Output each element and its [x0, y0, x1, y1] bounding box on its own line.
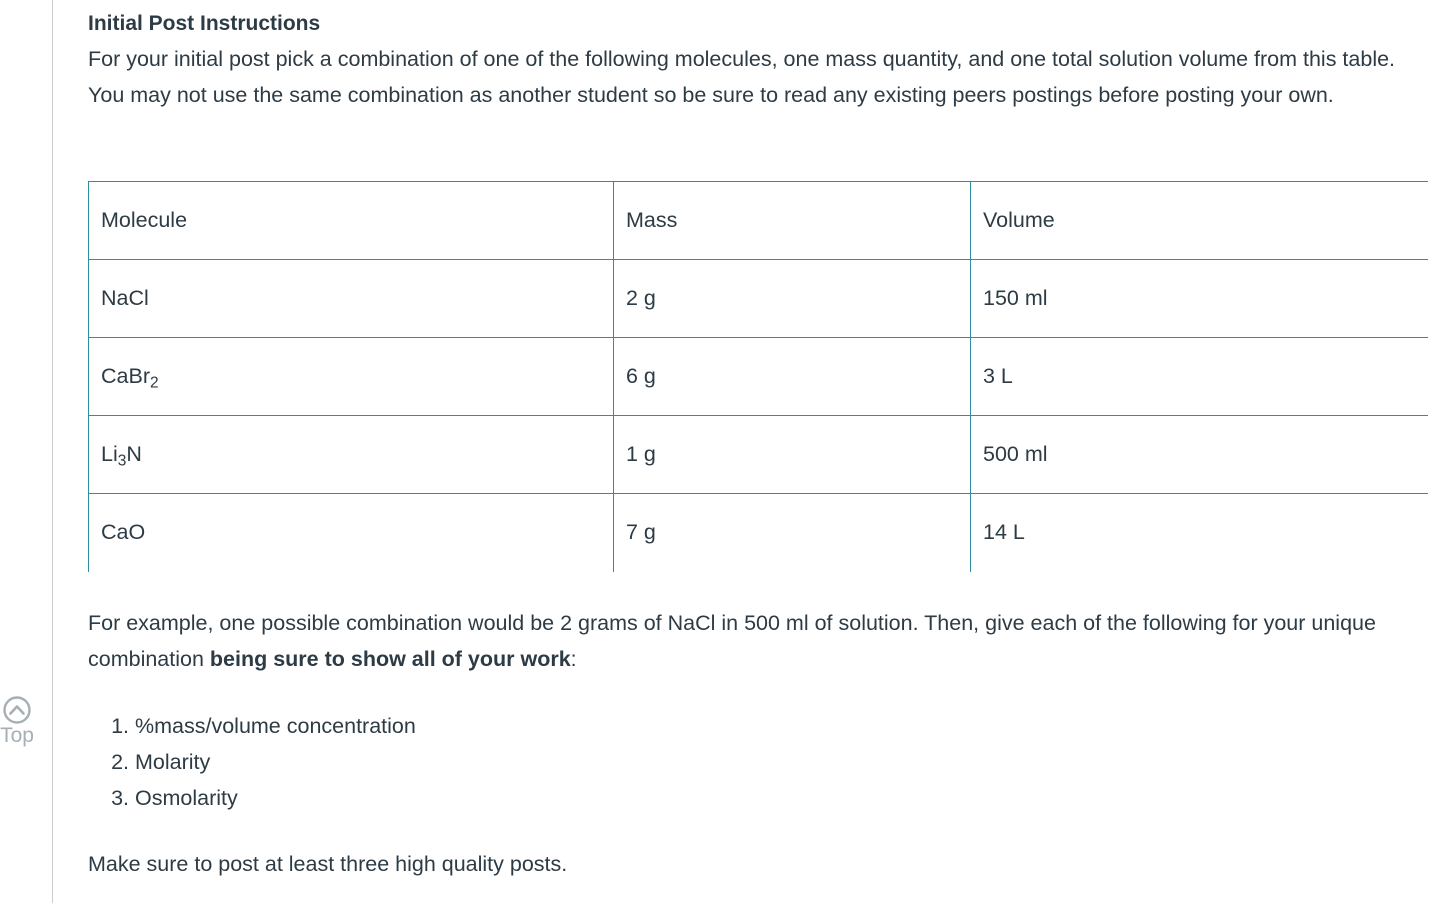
molecule-subscript: 2 [149, 374, 159, 392]
instructions-intro: For your initial post pick a combination of one of the following molecules, one mass quantity, and one total solution volume from this table. You may not use the same combination as another student so be sure to read any existing peers postings before posting your own. [88, 47, 1396, 107]
header-cell-molecule: Molecule [89, 182, 614, 260]
left-rail [0, 0, 53, 903]
table-row [89, 494, 1429, 572]
volume-cell: 500 ml [971, 416, 1429, 494]
mass-cell: 2 g [614, 260, 971, 338]
example-text-end: : [570, 647, 577, 671]
header-cell-volume: Volume [971, 182, 1429, 260]
required-items-list [88, 708, 416, 816]
example-emphasis: being sure to show all of your work [209, 647, 571, 671]
example-paragraph [88, 605, 1418, 677]
molecule-formula-rest: N [126, 442, 142, 466]
list-item: 2. Molarity [135, 744, 416, 780]
mass-cell: 6 g [614, 338, 971, 416]
mass-cell: 7 g [614, 494, 971, 572]
back-to-top-label: Top [0, 724, 34, 747]
molecule-cell [89, 494, 614, 572]
chevron-up-circle-icon [2, 695, 32, 725]
post-content [88, 0, 1428, 876]
header-cell-mass: Mass [614, 182, 971, 260]
molecule-formula: CaBr [101, 364, 150, 388]
molecule-formula: NaCl [101, 286, 149, 310]
closing-note: Make sure to post at least three high quality posts. [88, 852, 568, 876]
volume-cell: 150 ml [971, 260, 1429, 338]
table-row [89, 260, 1429, 338]
combination-table [88, 181, 1428, 572]
instructions-heading: Initial Post Instructions [88, 12, 321, 35]
molecule-cell [89, 260, 614, 338]
back-to-top-link[interactable] [0, 695, 40, 747]
list-item: 3. Osmolarity [135, 780, 416, 816]
list-item: 1. %mass/volume concentration [135, 708, 416, 744]
molecule-cell [89, 416, 614, 494]
molecule-subscript: 3 [117, 452, 127, 470]
volume-cell: 14 L [971, 494, 1429, 572]
example-text: For example, one possible combination would be 2 grams of NaCl in 500 ml of solution. Then, give each of the following for your unique combination [88, 611, 1376, 671]
table-header-row [89, 182, 1429, 260]
table-row [89, 338, 1429, 416]
molecule-formula: CaO [101, 520, 146, 545]
volume-cell: 3 L [971, 338, 1429, 416]
molecule-formula: Li [101, 442, 118, 466]
table-row [89, 416, 1429, 494]
mass-cell: 1 g [614, 416, 971, 494]
molecule-cell [89, 338, 614, 416]
